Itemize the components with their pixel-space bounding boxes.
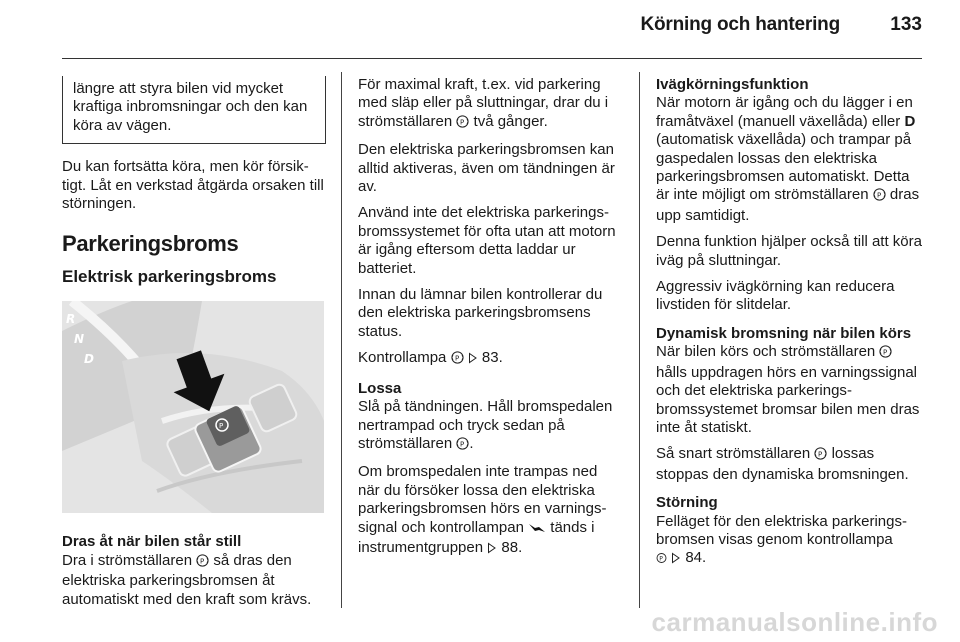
- parking-brake-switch-icon: [456, 437, 469, 455]
- text-run: Felläget för den elektriska parkeringsbromsen visas genom kontrollampa: [656, 512, 907, 548]
- column-divider-2: [639, 72, 640, 608]
- paragraph: Du kan fortsätta köra, men kör försiktigt. Låt en verkstad åtgärda orsaken till störningen.: [62, 158, 324, 213]
- parking-brake-switch-icon: [879, 345, 892, 363]
- text-run: 84.: [681, 549, 707, 567]
- svg-text:P: P: [454, 354, 459, 363]
- text-run: dras upp samtidigt.: [656, 186, 920, 224]
- warning-lamp-icon: [528, 521, 546, 539]
- text-run: två gånger.: [469, 112, 548, 130]
- text-run: 83.: [477, 349, 503, 367]
- subsection-heading: Elektrisk parkeringsbroms: [62, 267, 277, 287]
- svg-text:P: P: [219, 422, 224, 431]
- text-run: Om bromspedalen inte trampas ned när du försöker lossa den elektriska parkeringsbromsen hörs en varningssignal och kontrollampan: [358, 463, 607, 536]
- parking-brake-switch-icon: [873, 188, 886, 206]
- fault-lamp-icon: [656, 551, 667, 569]
- page-reference-arrow-icon: [468, 351, 478, 369]
- svg-text:P: P: [876, 191, 881, 200]
- warning-text: längre att styra bilen vid mycket kraftiga inbromsningar och den kan köra av vägen.: [73, 80, 308, 134]
- subheading-dynamisk: Dynamisk bromsning när bilen körs: [656, 324, 912, 342]
- text-run: Så snart strömställaren: [656, 445, 815, 463]
- page-number: 133: [890, 14, 922, 35]
- warning-box: [62, 76, 326, 144]
- column-3: [656, 76, 926, 578]
- svg-text:D: D: [84, 352, 94, 367]
- column-divider-1: [341, 72, 342, 608]
- gear-d-label: D: [904, 112, 916, 130]
- text-run: När motorn är igång och du lägger i en framåtväxel (manuell växellåda) eller: [656, 94, 913, 130]
- text-run: Slå på tändningen. Håll bromspedalen nertrampad och tryck sedan på strömställaren: [358, 398, 613, 452]
- text-run: För maximal kraft, t.ex. vid parkering med släp eller på sluttningar, drar du i strömställaren: [358, 76, 609, 130]
- svg-text:P: P: [883, 348, 888, 357]
- text-run: lossas stoppas den dynamiska bromsningen.: [656, 445, 909, 483]
- text-run: tänds i instrumentgruppen: [358, 518, 595, 556]
- page-reference-arrow-icon: [671, 551, 681, 569]
- text-run: När bilen körs och strömställaren: [656, 343, 880, 361]
- paragraph: Denna funktion hjälper också till att köra iväg på sluttningar.: [656, 233, 922, 269]
- paragraph: Aggressiv ivägkörning kan reducera livstiden för slitdelar.: [656, 278, 895, 314]
- svg-text:P: P: [460, 440, 465, 449]
- paragraph: Använd inte det elektriska parkeringsbromssystemet för ofta utan att motorn är igång eftersom detta laddar ur batteriet.: [358, 204, 616, 277]
- text-run: Dra i strömställaren: [62, 551, 197, 569]
- subheading-dras: Dras åt när bilen står still: [62, 533, 242, 551]
- svg-text:P: P: [460, 118, 465, 127]
- parking-brake-switch-icon: [196, 554, 209, 572]
- svg-text:N: N: [74, 332, 85, 347]
- subheading-ivag: Ivägkörningsfunktion: [656, 76, 809, 93]
- column-2: [358, 76, 622, 567]
- paragraph: Den elektriska parkeringsbromsen kan alltid aktiveras, även om tändningen är av.: [358, 141, 615, 196]
- column-1: [62, 76, 326, 617]
- svg-text:P: P: [200, 557, 205, 566]
- subheading-storning: Störning: [656, 494, 718, 512]
- parking-brake-illustration: [62, 301, 324, 513]
- text-run: hålls uppdragen hörs en varningssignal och det elektriska parkeringsbromssystemet bromsar bilen men dras inte åt statiskt.: [656, 363, 920, 436]
- subheading-lossa: Lossa: [358, 379, 402, 397]
- text-run: så dras den elektriska parkeringsbromsen åt automatiskt med den kraft som krävs.: [62, 551, 312, 608]
- svg-text:P: P: [818, 450, 823, 459]
- text-run: 88.: [497, 538, 523, 556]
- paragraph: Innan du lämnar bilen kontrollerar du den elektriska parkeringsbromsens status.: [358, 286, 603, 340]
- text-run: Kontrollampa: [358, 349, 451, 367]
- chapter-title: Körning och hantering: [640, 14, 840, 35]
- parking-brake-switch-icon: [451, 351, 464, 369]
- section-heading: Parkeringsbroms: [62, 231, 239, 257]
- parking-brake-switch-icon: [456, 115, 469, 133]
- console-drawing: [62, 301, 324, 513]
- text-run: (automatisk växellåda) och trampar på gaspedalen lossas den elektriska parkeringsbromsen automatiskt. Detta är inte möjligt om strömställaren: [656, 131, 912, 204]
- page-reference-arrow-icon: [487, 541, 497, 559]
- watermark: carmanualsonline.info: [651, 607, 938, 637]
- parking-brake-switch-icon: [814, 447, 827, 465]
- svg-text:R: R: [66, 312, 76, 327]
- svg-text:P: P: [659, 555, 663, 563]
- header-rule: [62, 58, 922, 59]
- text-run: .: [469, 434, 474, 452]
